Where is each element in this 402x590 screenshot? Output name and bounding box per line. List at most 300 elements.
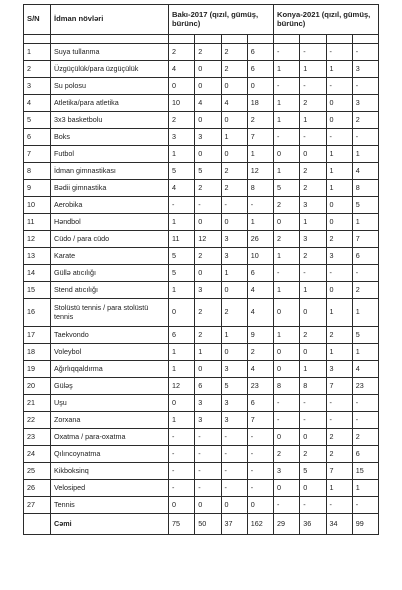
cell-value: - [169, 463, 195, 480]
cell-sport: 3x3 basketbolu [51, 112, 169, 129]
cell-value: 12 [247, 163, 273, 180]
table-row [24, 231, 379, 248]
cell-sn: 5 [24, 112, 51, 129]
cell-sport: Bədii gimnastika [51, 180, 169, 197]
cell-value: 1 [247, 214, 273, 231]
cell-value: - [169, 197, 195, 214]
table-row [24, 146, 379, 163]
table-row [24, 361, 379, 378]
cell-sport: Oxatma / para-oxatma [51, 429, 169, 446]
total-value: 162 [247, 514, 273, 535]
cell-value: 3 [274, 463, 300, 480]
cell-value: 1 [326, 299, 352, 327]
cell-sn: 27 [24, 497, 51, 514]
cell-value: - [326, 412, 352, 429]
cell-value: 1 [274, 95, 300, 112]
cell-sport: Velosiped [51, 480, 169, 497]
table-row [24, 78, 379, 95]
cell-value: 2 [221, 44, 247, 61]
cell-value: 0 [221, 282, 247, 299]
cell-value: 0 [195, 265, 221, 282]
cell-value: 5 [169, 163, 195, 180]
cell-value: 2 [274, 446, 300, 463]
cell-value: - [221, 429, 247, 446]
table-row [24, 395, 379, 412]
cell-value: - [352, 412, 378, 429]
cell-value: 7 [247, 129, 273, 146]
cell-value: 0 [326, 95, 352, 112]
cell-value: 18 [247, 95, 273, 112]
cell-sport: Atletika/para atletika [51, 95, 169, 112]
cell-value: - [169, 446, 195, 463]
cell-value: 3 [352, 95, 378, 112]
cell-value: 0 [300, 299, 326, 327]
cell-value: - [247, 463, 273, 480]
cell-value: 3 [352, 61, 378, 78]
cell-value: 2 [300, 327, 326, 344]
cell-sn: 22 [24, 412, 51, 429]
table-row [24, 61, 379, 78]
table-row [24, 180, 379, 197]
cell-sn: 10 [24, 197, 51, 214]
cell-value: 6 [169, 327, 195, 344]
cell-value: 2 [195, 299, 221, 327]
cell-value: 4 [169, 180, 195, 197]
total-value: 99 [352, 514, 378, 535]
cell-value: 7 [247, 412, 273, 429]
cell-value: 4 [221, 95, 247, 112]
cell-sn: 16 [24, 299, 51, 327]
cell-value: 0 [274, 214, 300, 231]
cell-value: 0 [326, 112, 352, 129]
spacer-row [24, 35, 379, 44]
cell-value: 1 [352, 146, 378, 163]
cell-value: 2 [169, 44, 195, 61]
cell-value: 7 [326, 378, 352, 395]
header-sn: S/N [24, 5, 51, 35]
cell-value: 1 [326, 480, 352, 497]
cell-value: 0 [274, 480, 300, 497]
cell-value: 1 [352, 480, 378, 497]
cell-value: 2 [221, 299, 247, 327]
cell-value: - [274, 129, 300, 146]
cell-value: 2 [221, 180, 247, 197]
cell-value: 0 [195, 112, 221, 129]
cell-sport: İdman gimnastikası [51, 163, 169, 180]
total-value: 36 [300, 514, 326, 535]
cell-sn: 23 [24, 429, 51, 446]
cell-value: 0 [195, 146, 221, 163]
cell-value: - [300, 265, 326, 282]
total-value: 75 [169, 514, 195, 535]
cell-sport: Stend atıcılığı [51, 282, 169, 299]
cell-value: 12 [169, 378, 195, 395]
total-value: 34 [326, 514, 352, 535]
cell-value: 0 [169, 497, 195, 514]
cell-sn [24, 514, 51, 535]
cell-value: 0 [274, 344, 300, 361]
total-label: Cəmi [51, 514, 169, 535]
cell-value: 1 [326, 163, 352, 180]
cell-value: 2 [274, 197, 300, 214]
cell-value: 4 [169, 61, 195, 78]
cell-value: 0 [221, 78, 247, 95]
cell-sn: 26 [24, 480, 51, 497]
cell-sport: Karate [51, 248, 169, 265]
cell-value: - [326, 265, 352, 282]
cell-value: 0 [274, 429, 300, 446]
cell-value: 0 [247, 497, 273, 514]
cell-value: - [247, 480, 273, 497]
cell-value: 2 [195, 327, 221, 344]
table-row [24, 412, 379, 429]
cell-value: 3 [300, 197, 326, 214]
cell-sport: Kikboksinq [51, 463, 169, 480]
cell-value: 4 [247, 299, 273, 327]
total-row [24, 514, 379, 535]
table-row [24, 446, 379, 463]
cell-value: 0 [221, 497, 247, 514]
cell-value: - [352, 395, 378, 412]
cell-sn: 7 [24, 146, 51, 163]
cell-sport: Üzgüçülük/para üzgüçülük [51, 61, 169, 78]
cell-sn: 12 [24, 231, 51, 248]
cell-value: - [300, 44, 326, 61]
cell-value: - [169, 480, 195, 497]
medal-table-container [23, 4, 378, 535]
cell-value: 1 [221, 327, 247, 344]
header-baku-2017: Bakı-2017 (qızıl, gümüş, bürünc) [169, 5, 274, 35]
cell-value: 5 [195, 163, 221, 180]
cell-sn: 1 [24, 44, 51, 61]
cell-value: 3 [221, 395, 247, 412]
cell-value: 4 [195, 95, 221, 112]
cell-value: 6 [352, 446, 378, 463]
cell-value: 0 [274, 361, 300, 378]
cell-value: - [274, 395, 300, 412]
cell-value: 0 [326, 197, 352, 214]
cell-value: - [195, 463, 221, 480]
table-row [24, 214, 379, 231]
cell-value: 6 [247, 265, 273, 282]
cell-value: 6 [247, 395, 273, 412]
table-row [24, 429, 379, 446]
cell-value: 1 [195, 344, 221, 361]
cell-value: 6 [195, 378, 221, 395]
cell-sn: 9 [24, 180, 51, 197]
cell-value: 1 [300, 361, 326, 378]
cell-sn: 6 [24, 129, 51, 146]
table-row [24, 378, 379, 395]
cell-value: - [300, 78, 326, 95]
cell-value: 2 [300, 180, 326, 197]
cell-value: 2 [221, 61, 247, 78]
cell-sn: 24 [24, 446, 51, 463]
cell-value: - [300, 395, 326, 412]
cell-value: 7 [326, 463, 352, 480]
cell-value: 0 [169, 299, 195, 327]
table-row [24, 95, 379, 112]
cell-value: 8 [352, 180, 378, 197]
cell-value: 5 [352, 197, 378, 214]
cell-value: 3 [195, 129, 221, 146]
cell-value: 0 [195, 78, 221, 95]
cell-value: 10 [169, 95, 195, 112]
cell-sn: 2 [24, 61, 51, 78]
cell-value: 8 [300, 378, 326, 395]
cell-sport: Güllə atıcılığı [51, 265, 169, 282]
cell-value: 2 [169, 112, 195, 129]
cell-value: 5 [169, 265, 195, 282]
cell-sn: 20 [24, 378, 51, 395]
cell-value: 1 [326, 344, 352, 361]
table-row [24, 299, 379, 327]
cell-sn: 8 [24, 163, 51, 180]
cell-sn: 25 [24, 463, 51, 480]
cell-value: 7 [352, 231, 378, 248]
cell-sn: 17 [24, 327, 51, 344]
cell-value: 0 [274, 146, 300, 163]
total-value: 50 [195, 514, 221, 535]
cell-value: - [221, 480, 247, 497]
cell-value: 2 [195, 248, 221, 265]
cell-sport: Boks [51, 129, 169, 146]
cell-value: 1 [326, 146, 352, 163]
cell-sn: 3 [24, 78, 51, 95]
cell-sport: Həndbol [51, 214, 169, 231]
cell-value: - [326, 497, 352, 514]
cell-value: 1 [274, 327, 300, 344]
cell-value: 6 [247, 61, 273, 78]
cell-value: 1 [326, 61, 352, 78]
cell-value: 1 [274, 248, 300, 265]
cell-value: 2 [300, 248, 326, 265]
cell-value: 2 [221, 163, 247, 180]
cell-value: 3 [326, 248, 352, 265]
cell-value: 6 [352, 248, 378, 265]
cell-value: - [326, 78, 352, 95]
table-row [24, 44, 379, 61]
cell-value: 2 [247, 344, 273, 361]
cell-value: - [221, 197, 247, 214]
cell-value: 1 [169, 344, 195, 361]
cell-value: 6 [247, 44, 273, 61]
total-value: 29 [274, 514, 300, 535]
cell-value: - [300, 412, 326, 429]
cell-sn: 18 [24, 344, 51, 361]
cell-value: 5 [274, 180, 300, 197]
cell-value: 1 [169, 361, 195, 378]
cell-value: - [352, 497, 378, 514]
cell-value: 3 [169, 129, 195, 146]
cell-value: 0 [247, 78, 273, 95]
cell-value: 26 [247, 231, 273, 248]
cell-value: 3 [326, 361, 352, 378]
cell-value: 2 [274, 231, 300, 248]
cell-value: - [221, 446, 247, 463]
cell-value: - [274, 497, 300, 514]
cell-value: 4 [352, 361, 378, 378]
cell-value: 3 [221, 412, 247, 429]
cell-value: - [195, 197, 221, 214]
cell-value: 10 [247, 248, 273, 265]
cell-value: 0 [221, 214, 247, 231]
cell-value: 1 [274, 112, 300, 129]
cell-value: 4 [247, 361, 273, 378]
cell-value: 1 [274, 61, 300, 78]
cell-value: 2 [195, 44, 221, 61]
cell-sn: 11 [24, 214, 51, 231]
cell-value: - [326, 44, 352, 61]
table-row [24, 497, 379, 514]
cell-value: 1 [169, 146, 195, 163]
cell-sport: Futbol [51, 146, 169, 163]
cell-value: 1 [274, 163, 300, 180]
cell-value: - [352, 129, 378, 146]
cell-value: 2 [352, 282, 378, 299]
cell-value: 1 [300, 282, 326, 299]
table-row [24, 327, 379, 344]
cell-value: - [221, 463, 247, 480]
cell-value: 0 [326, 214, 352, 231]
table-row [24, 163, 379, 180]
cell-value: 5 [352, 327, 378, 344]
cell-sport: Tennis [51, 497, 169, 514]
table-row [24, 282, 379, 299]
cell-sport: Su polosu [51, 78, 169, 95]
cell-value: 2 [326, 446, 352, 463]
cell-sport: Voleybol [51, 344, 169, 361]
cell-value: 23 [352, 378, 378, 395]
cell-value: 2 [326, 429, 352, 446]
cell-value: 0 [195, 61, 221, 78]
cell-value: - [247, 429, 273, 446]
cell-sport: Ağırlıqqaldırma [51, 361, 169, 378]
cell-sport: Zorxana [51, 412, 169, 429]
cell-sport: Aerobika [51, 197, 169, 214]
cell-value: - [195, 480, 221, 497]
cell-value: 2 [300, 163, 326, 180]
table-row [24, 129, 379, 146]
cell-value: - [300, 497, 326, 514]
cell-value: 2 [352, 112, 378, 129]
table-row [24, 248, 379, 265]
cell-value: 0 [195, 361, 221, 378]
cell-value: 0 [300, 146, 326, 163]
cell-value: 0 [221, 146, 247, 163]
cell-value: 23 [247, 378, 273, 395]
table-row [24, 463, 379, 480]
cell-value: 0 [274, 299, 300, 327]
cell-value: 12 [195, 231, 221, 248]
cell-sport: Suya tullanma [51, 44, 169, 61]
cell-value: 9 [247, 327, 273, 344]
cell-value: 1 [221, 265, 247, 282]
cell-value: 0 [221, 344, 247, 361]
cell-value: 1 [169, 214, 195, 231]
cell-value: 11 [169, 231, 195, 248]
cell-value: 2 [352, 429, 378, 446]
cell-value: - [352, 78, 378, 95]
cell-value: - [352, 44, 378, 61]
cell-value: 3 [221, 231, 247, 248]
cell-value: 1 [300, 112, 326, 129]
table-row [24, 480, 379, 497]
cell-sn: 4 [24, 95, 51, 112]
cell-sn: 15 [24, 282, 51, 299]
cell-value: - [326, 395, 352, 412]
cell-value: 4 [352, 163, 378, 180]
cell-value: - [195, 446, 221, 463]
cell-value: - [274, 78, 300, 95]
cell-value: 1 [247, 146, 273, 163]
table-row [24, 344, 379, 361]
cell-value: 3 [195, 395, 221, 412]
header-konya-2021: Konya-2021 (qızıl, gümüş, bürünc) [274, 5, 379, 35]
cell-value: 0 [169, 395, 195, 412]
table-row [24, 197, 379, 214]
cell-value: - [274, 44, 300, 61]
cell-sn: 21 [24, 395, 51, 412]
cell-value: 1 [352, 214, 378, 231]
cell-value: 5 [300, 463, 326, 480]
cell-value: 3 [221, 248, 247, 265]
cell-value: - [274, 412, 300, 429]
cell-value: - [247, 197, 273, 214]
cell-sn: 14 [24, 265, 51, 282]
cell-sport: Stolüstü tennis / para stolüstü tennis [51, 299, 169, 327]
header-sport: İdman növləri [51, 5, 169, 35]
cell-value: 3 [221, 361, 247, 378]
table-body [24, 35, 379, 535]
cell-value: 8 [247, 180, 273, 197]
table-row [24, 112, 379, 129]
cell-value: 1 [169, 282, 195, 299]
cell-value: - [300, 129, 326, 146]
cell-value: 1 [326, 180, 352, 197]
cell-value: 0 [221, 112, 247, 129]
cell-value: 5 [169, 248, 195, 265]
cell-value: 1 [300, 214, 326, 231]
cell-value: - [274, 265, 300, 282]
cell-value: - [352, 265, 378, 282]
cell-value: - [247, 446, 273, 463]
cell-value: - [195, 429, 221, 446]
cell-value: 8 [274, 378, 300, 395]
cell-value: 0 [195, 497, 221, 514]
cell-sport: Qılıncoynatma [51, 446, 169, 463]
total-value: 37 [221, 514, 247, 535]
cell-value: 2 [247, 112, 273, 129]
cell-sn: 13 [24, 248, 51, 265]
cell-value: 0 [300, 429, 326, 446]
cell-value: 3 [195, 412, 221, 429]
medal-table [23, 4, 379, 535]
cell-value: 2 [195, 180, 221, 197]
cell-sport: Güləş [51, 378, 169, 395]
cell-value: 1 [221, 129, 247, 146]
cell-value: 2 [326, 231, 352, 248]
cell-value: 3 [195, 282, 221, 299]
cell-value: 1 [352, 344, 378, 361]
table-row [24, 265, 379, 282]
cell-value: 1 [352, 299, 378, 327]
cell-value: 15 [352, 463, 378, 480]
cell-sport: Cüdo / para cüdo [51, 231, 169, 248]
cell-value: - [326, 129, 352, 146]
cell-sn: 19 [24, 361, 51, 378]
cell-value: 1 [169, 412, 195, 429]
